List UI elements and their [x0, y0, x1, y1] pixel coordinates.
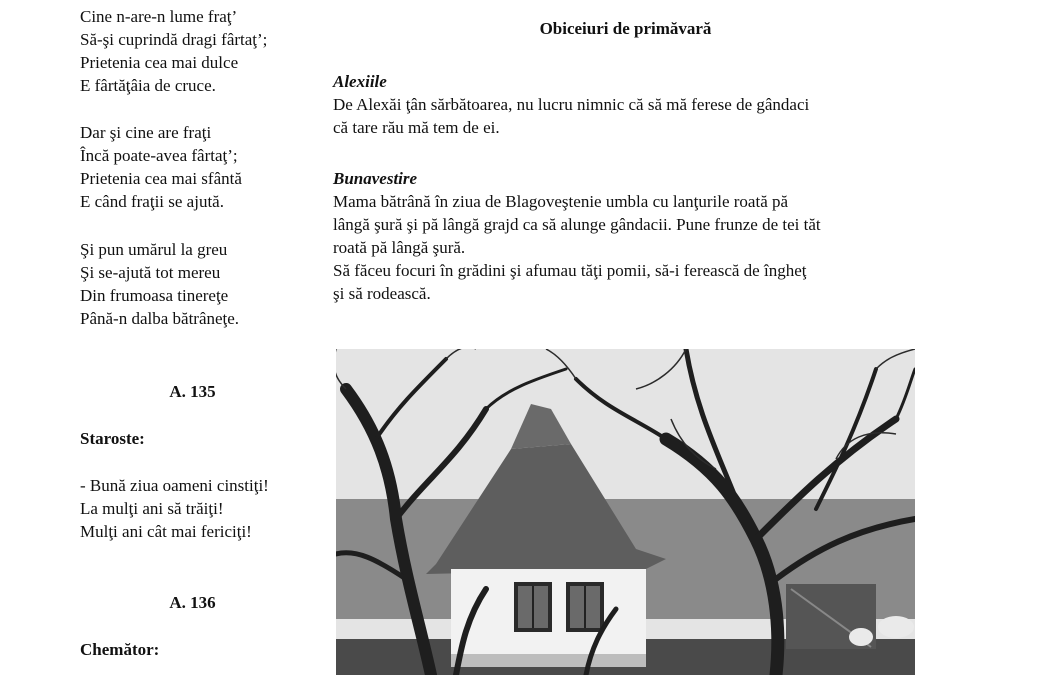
text-line: Mama bătrână în ziua de Blagoveştenie umbla cu lanţurile roată pă [333, 192, 789, 211]
verse-line: Prietenia cea mai dulce [80, 53, 239, 72]
verse-line: La mulţi ani să trăiţi! [80, 499, 224, 518]
verse-line: Până-n dalba bătrâneţe. [80, 309, 240, 328]
verse-line: Şi se-ajută tot mereu [80, 263, 221, 282]
text-line: lângă şură şi pă lângă grajd ca să alunge gândacii. Pune frunze de tei tăt [333, 215, 821, 234]
paragraph-bunavestire [333, 190, 933, 305]
poem-stanza-3 [80, 238, 239, 330]
verse-line: Şi pun umărul la greu [80, 240, 228, 259]
text-line: Să făceu focuri în grădini şi afumau tăţi pomii, să-i ferească de îngheţ [333, 261, 807, 280]
verse-line: E când fraţii se ajută. [80, 192, 224, 211]
verse-line: Încă poate-avea fârtaţ’; [80, 146, 238, 165]
greeting-verse [80, 474, 269, 543]
verse-line: - Bună ziua oameni cinstiţi! [80, 476, 269, 495]
text-line: şi să rodească. [333, 284, 431, 303]
speaker-label: Staroste: [80, 429, 145, 448]
section-heading-a136: A. 136 [169, 593, 216, 612]
verse-line: E fârtăţâia de cruce. [80, 76, 216, 95]
section-heading-alexii: Alexiile [333, 72, 387, 91]
verse-line: Din frumoasa tinereţe [80, 286, 229, 305]
verse-line: Dar şi cine are fraţi [80, 123, 212, 142]
page-title: Obiceiuri de primăvară [539, 19, 712, 38]
text-line: că tare rău mă tem de ei. [333, 118, 500, 137]
section-heading-a135: A. 135 [169, 382, 216, 401]
verse-line: Mulţi ani cât mai fericiţi! [80, 522, 252, 541]
verse-line: Să-şi cuprindă dragi fârtaţ’; [80, 30, 268, 49]
verse-line: Prietenia cea mai sfântă [80, 169, 242, 188]
house-photo-illustration [336, 349, 915, 675]
poem-stanza-2 [80, 121, 242, 213]
photo-old-house-with-trees [336, 349, 915, 675]
paragraph-alexii [333, 93, 933, 139]
speaker-label: Chemător: [80, 640, 160, 659]
text-line: roată pă lângă şură. [333, 238, 466, 257]
text-line: De Alexăi ţân sărbătoarea, nu lucru nimnic că să mă ferese de gândaci [333, 95, 810, 114]
section-heading-bunavestire: Bunavestire [333, 169, 418, 188]
verse-line: Cine n-are-n lume fraţ’ [80, 7, 238, 26]
poem-stanza-1 [80, 5, 267, 97]
